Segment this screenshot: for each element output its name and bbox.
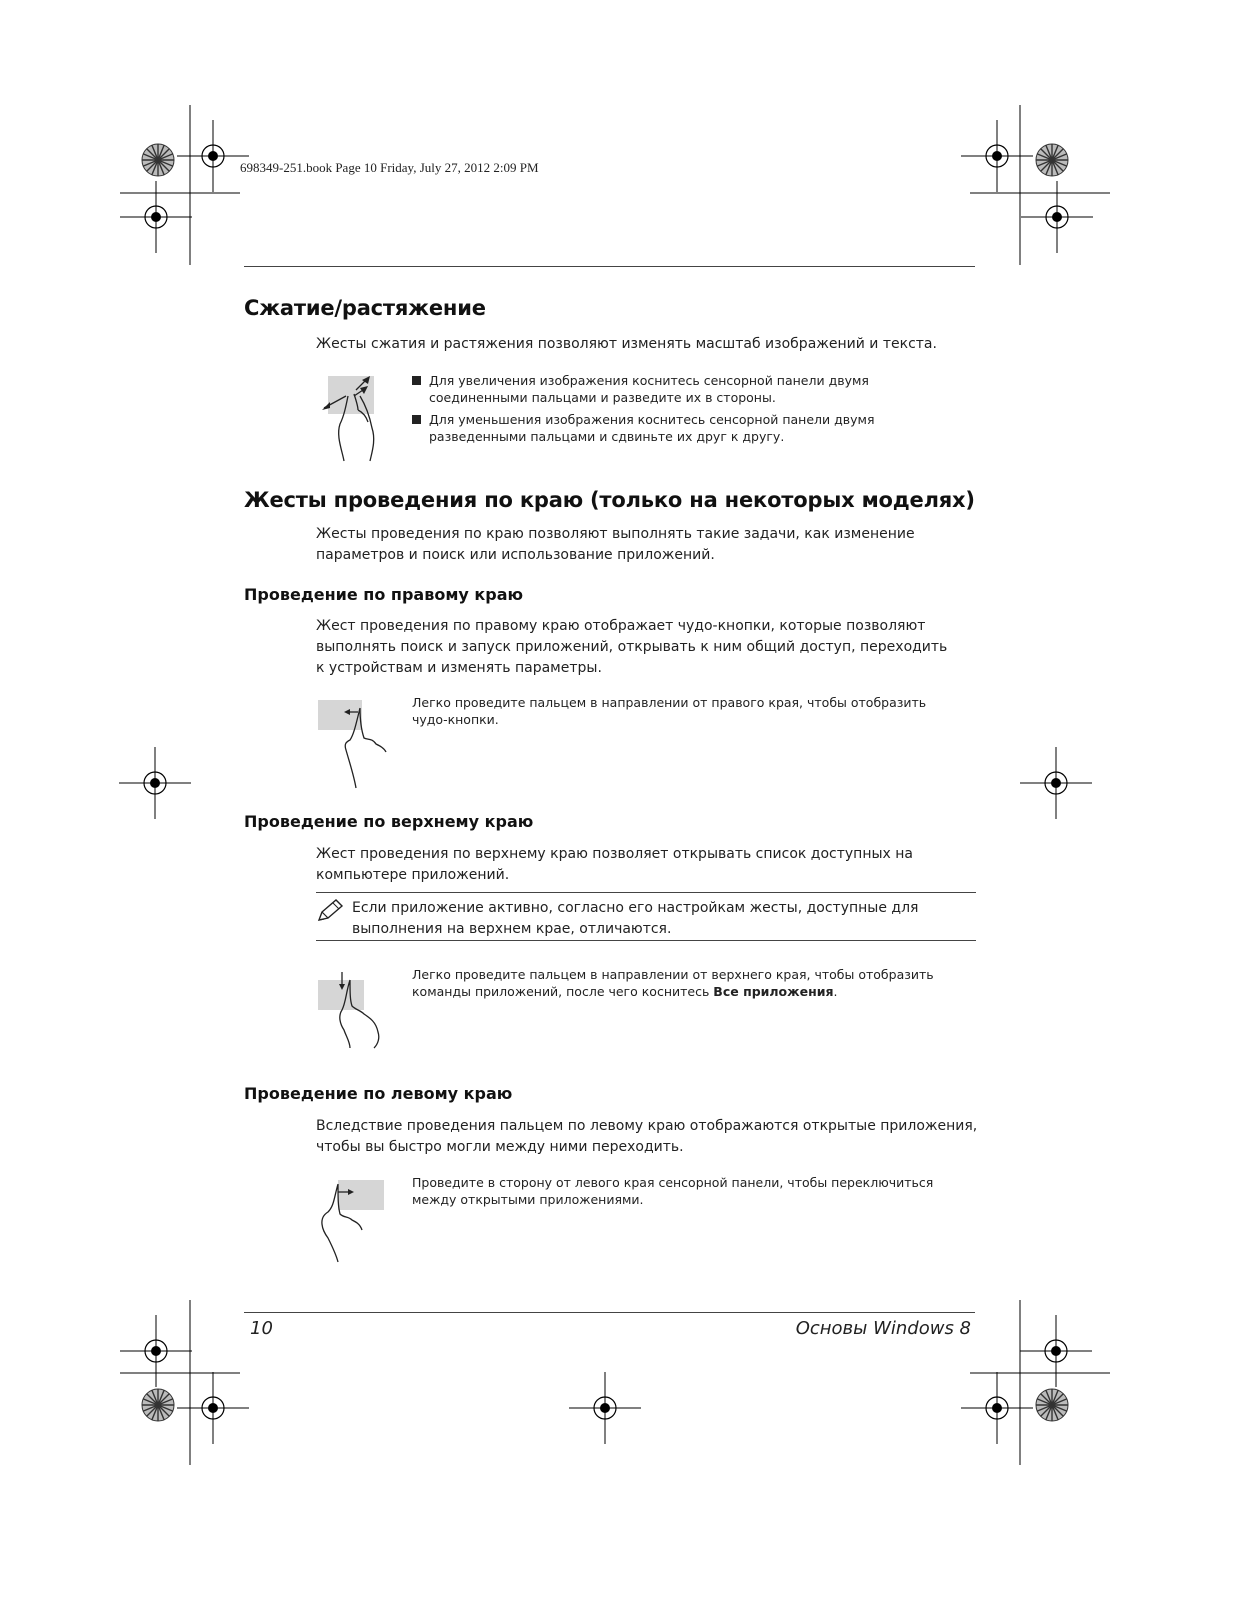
heading-pinch: Сжатие/растяжение [244, 296, 486, 320]
list-item: Для увеличения изображения коснитесь сенсорной панели двумя соединенными пальцами и разведите их в стороны. [412, 372, 922, 406]
top-edge-line-2: компьютере приложений. [316, 867, 510, 883]
bullet-icon [412, 376, 421, 385]
footer-section-title: Основы Windows 8 [795, 1318, 971, 1339]
book-header: 698349-251.book Page 10 Friday, July 27, 2012 2:09 PM [240, 160, 539, 175]
bullet-icon [412, 415, 421, 424]
edge-intro-line-2: параметров и поиск или использование приложений. [316, 547, 715, 563]
top-edge-line-1: Жест проведения по верхнему краю позволяет открывать список доступных на [316, 846, 914, 862]
heading-left-edge: Проведение по левому краю [244, 1084, 513, 1103]
top-edge-swipe-icon [316, 966, 396, 1048]
footer-rule [244, 1312, 975, 1313]
top-edge-caption: Легко проведите пальцем в направлении от верхнего края, чтобы отобразить команды приложений, после чего коснитесь Все приложения. [412, 967, 934, 999]
note-line-1: Если приложение активно, согласно его настройкам жесты, доступные для [352, 900, 919, 916]
right-edge-line-2: выполнять поиск и запуск приложений, открывать к ним общий доступ, переходить [316, 639, 948, 655]
pinch-bullets [412, 372, 922, 445]
note-top-rule [316, 892, 976, 893]
left-edge-swipe-icon [316, 1174, 396, 1264]
heading-top-edge: Проведение по верхнему краю [244, 812, 534, 831]
note-line-2: выполнения на верхнем крае, отличаются. [352, 921, 672, 937]
list-item: Для уменьшения изображения коснитесь сенсорной панели двумя разведенными пальцами и сдвиньте их друг к другу. [412, 411, 922, 445]
right-edge-line-1: Жест проведения по правому краю отображает чудо-кнопки, которые позволяют [316, 618, 926, 634]
right-edge-caption: Легко проведите пальцем в направлении от правого края, чтобы отобразить чудо-кнопки. [412, 695, 927, 727]
page-number: 10 [250, 1318, 273, 1339]
left-edge-caption: Проведите в сторону от левого края сенсорной панели, чтобы переключиться между открытыми приложениями. [412, 1175, 934, 1207]
right-edge-line-3: к устройствам и изменять параметры. [316, 660, 602, 676]
left-edge-line-2: чтобы вы быстро могли между ними переходить. [316, 1139, 684, 1155]
heading-edge-swipes: Жесты проведения по краю (только на некоторых моделях) [244, 488, 975, 512]
top-rule [244, 266, 975, 267]
note-pencil-icon [316, 898, 346, 924]
edge-intro-line-1: Жесты проведения по краю позволяют выполнять такие задачи, как изменение [316, 526, 915, 542]
heading-right-edge: Проведение по правому краю [244, 585, 524, 604]
pinch-gesture-icon [318, 366, 388, 466]
left-edge-line-1: Вследствие проведения пальцем по левому краю отображаются открытые приложения, [316, 1118, 978, 1134]
note-bottom-rule [316, 940, 976, 941]
all-apps-label: Все приложения [713, 984, 834, 999]
pinch-intro: Жесты сжатия и растяжения позволяют изменять масштаб изображений и текста. [316, 336, 937, 352]
right-edge-swipe-icon [316, 694, 406, 794]
